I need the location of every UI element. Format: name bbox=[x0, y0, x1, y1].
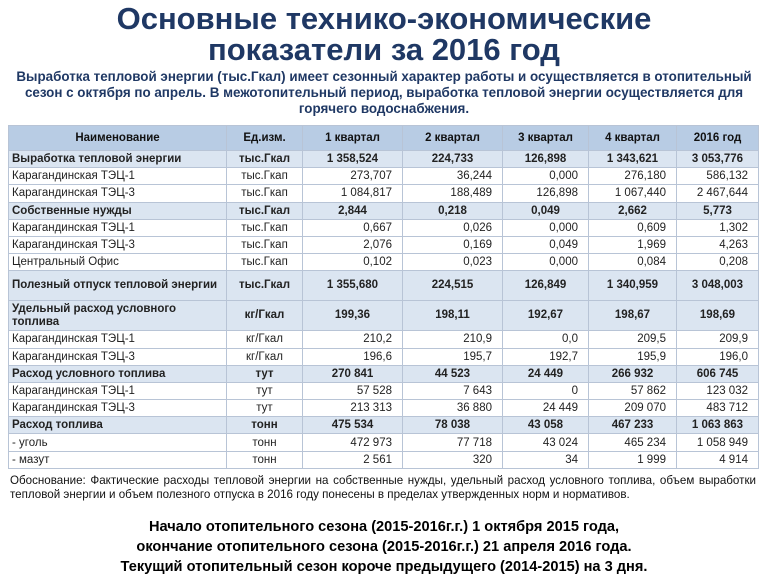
cell-q3: 0,049 bbox=[503, 236, 589, 253]
table-row bbox=[9, 271, 759, 301]
cell-name: Расход топлива bbox=[9, 417, 227, 434]
cell-year: 1,302 bbox=[677, 219, 759, 236]
cell-q3: 126,898 bbox=[503, 151, 589, 168]
cell-unit: тут bbox=[227, 365, 303, 382]
cell-q4: 0,084 bbox=[589, 254, 677, 271]
cell-q4: 276,180 bbox=[589, 168, 677, 185]
header-unit: Ед.изм. bbox=[227, 126, 303, 151]
cell-name: Карагандинская ТЭЦ-1 bbox=[9, 382, 227, 399]
footer-line: окончание отопительного сезона (2015-2016г.г.) 21 апреля 2016 года. bbox=[136, 539, 632, 555]
cell-q1: 213 313 bbox=[303, 400, 403, 417]
cell-name: Расход условного топлива bbox=[9, 365, 227, 382]
table-row bbox=[9, 331, 759, 348]
cell-q3: 34 bbox=[503, 451, 589, 468]
cell-q1: 196,6 bbox=[303, 348, 403, 365]
cell-name: Карагандинская ТЭЦ-1 bbox=[9, 168, 227, 185]
table-row bbox=[9, 236, 759, 253]
page-title-line1: Основные технико-экономические bbox=[116, 1, 652, 36]
justification-note: Обоснование: Фактические расходы тепловой энергии на собственные нужды, удельный расход условного топлива, объем выработки тепловой энергии и объем полезного отпуска в 2016 году понесены в пределах утвержденных норм и нормативов. bbox=[10, 474, 756, 501]
cell-q1: 2 561 bbox=[303, 451, 403, 468]
cell-year: 196,0 bbox=[677, 348, 759, 365]
cell-q3: 0,000 bbox=[503, 168, 589, 185]
footer-line: Текущий отопительный сезон короче предыдущего (2014-2015) на 3 дня. bbox=[120, 559, 648, 575]
cell-unit: тыс.Гкап bbox=[227, 254, 303, 271]
cell-name: - мазут bbox=[9, 451, 227, 468]
table-row bbox=[9, 301, 759, 331]
cell-unit: тонн bbox=[227, 434, 303, 451]
cell-unit: тыс.Гкап bbox=[227, 236, 303, 253]
cell-unit: тыс.Гкал bbox=[227, 151, 303, 168]
cell-q1: 273,707 bbox=[303, 168, 403, 185]
cell-q2: 0,218 bbox=[403, 202, 503, 219]
cell-q1: 1 355,680 bbox=[303, 271, 403, 301]
cell-q4: 195,9 bbox=[589, 348, 677, 365]
table-row bbox=[9, 254, 759, 271]
heating-season-summary bbox=[0, 517, 768, 577]
cell-q2: 36 880 bbox=[403, 400, 503, 417]
cell-q1: 1 084,817 bbox=[303, 185, 403, 202]
cell-name: Карагандинская ТЭЦ-3 bbox=[9, 348, 227, 365]
table-row bbox=[9, 151, 759, 168]
cell-unit: тыс.Гкап bbox=[227, 219, 303, 236]
cell-unit: тут bbox=[227, 400, 303, 417]
cell-unit: тут bbox=[227, 382, 303, 399]
cell-q3: 126,898 bbox=[503, 185, 589, 202]
cell-year: 4 914 bbox=[677, 451, 759, 468]
cell-q3: 0,049 bbox=[503, 202, 589, 219]
cell-year: 483 712 bbox=[677, 400, 759, 417]
cell-year: 0,208 bbox=[677, 254, 759, 271]
cell-name: Карагандинская ТЭЦ-1 bbox=[9, 331, 227, 348]
header-year: 2016 год bbox=[677, 126, 759, 151]
cell-unit: тонн bbox=[227, 417, 303, 434]
cell-q4: 266 932 bbox=[589, 365, 677, 382]
table-row bbox=[9, 202, 759, 219]
cell-q2: 36,244 bbox=[403, 168, 503, 185]
cell-name: - уголь bbox=[9, 434, 227, 451]
cell-unit: тыс.Гкал bbox=[227, 202, 303, 219]
cell-name: Полезный отпуск тепловой энергии bbox=[9, 271, 227, 301]
header-name: Наименование bbox=[9, 126, 227, 151]
cell-q4: 465 234 bbox=[589, 434, 677, 451]
cell-year: 3 048,003 bbox=[677, 271, 759, 301]
cell-year: 586,132 bbox=[677, 168, 759, 185]
cell-q4: 1,969 bbox=[589, 236, 677, 253]
cell-q2: 198,11 bbox=[403, 301, 503, 331]
table-row bbox=[9, 417, 759, 434]
cell-q4: 57 862 bbox=[589, 382, 677, 399]
table-row bbox=[9, 382, 759, 399]
cell-name: Карагандинская ТЭЦ-1 bbox=[9, 219, 227, 236]
cell-q2: 0,169 bbox=[403, 236, 503, 253]
cell-q1: 270 841 bbox=[303, 365, 403, 382]
indicators-table bbox=[8, 125, 759, 469]
cell-q3: 24 449 bbox=[503, 365, 589, 382]
cell-q4: 2,662 bbox=[589, 202, 677, 219]
cell-name: Карагандинская ТЭЦ-3 bbox=[9, 400, 227, 417]
cell-unit: тыс.Гкап bbox=[227, 168, 303, 185]
cell-name: Центральный Офис bbox=[9, 254, 227, 271]
header-q4: 4 квартал bbox=[589, 126, 677, 151]
cell-q3: 24 449 bbox=[503, 400, 589, 417]
cell-year: 2 467,644 bbox=[677, 185, 759, 202]
cell-q4: 209,5 bbox=[589, 331, 677, 348]
cell-q2: 224,733 bbox=[403, 151, 503, 168]
cell-q4: 1 340,959 bbox=[589, 271, 677, 301]
cell-q4: 0,609 bbox=[589, 219, 677, 236]
footer-line: Начало отопительного сезона (2015-2016г.г.) 1 октября 2015 года, bbox=[148, 519, 620, 535]
cell-q2: 0,023 bbox=[403, 254, 503, 271]
cell-name: Карагандинская ТЭЦ-3 bbox=[9, 236, 227, 253]
cell-q1: 475 534 bbox=[303, 417, 403, 434]
cell-q4: 198,67 bbox=[589, 301, 677, 331]
table-row bbox=[9, 185, 759, 202]
cell-q1: 210,2 bbox=[303, 331, 403, 348]
cell-q3: 0 bbox=[503, 382, 589, 399]
cell-q2: 0,026 bbox=[403, 219, 503, 236]
cell-q2: 210,9 bbox=[403, 331, 503, 348]
cell-q2: 44 523 bbox=[403, 365, 503, 382]
table-row bbox=[9, 451, 759, 468]
cell-q1: 2,076 bbox=[303, 236, 403, 253]
cell-name: Удельный расход условного топлива bbox=[9, 301, 227, 331]
cell-q4: 1 999 bbox=[589, 451, 677, 468]
cell-q1: 199,36 bbox=[303, 301, 403, 331]
cell-unit: тонн bbox=[227, 451, 303, 468]
cell-year: 209,9 bbox=[677, 331, 759, 348]
cell-q3: 192,7 bbox=[503, 348, 589, 365]
cell-q4: 209 070 bbox=[589, 400, 677, 417]
cell-unit: кг/Гкал bbox=[227, 301, 303, 331]
header-q1: 1 квартал bbox=[303, 126, 403, 151]
cell-unit: тыс.Гкал bbox=[227, 271, 303, 301]
table-row bbox=[9, 219, 759, 236]
cell-q4: 1 067,440 bbox=[589, 185, 677, 202]
cell-name: Выработка тепловой энергии bbox=[9, 151, 227, 168]
cell-year: 1 063 863 bbox=[677, 417, 759, 434]
cell-unit: кг/Гкал bbox=[227, 331, 303, 348]
cell-q4: 467 233 bbox=[589, 417, 677, 434]
header-q3: 3 квартал bbox=[503, 126, 589, 151]
cell-q3: 0,000 bbox=[503, 254, 589, 271]
cell-unit: кг/Гкал bbox=[227, 348, 303, 365]
cell-year: 3 053,776 bbox=[677, 151, 759, 168]
cell-q2: 320 bbox=[403, 451, 503, 468]
cell-q3: 0,000 bbox=[503, 219, 589, 236]
cell-q3: 43 058 bbox=[503, 417, 589, 434]
cell-q2: 195,7 bbox=[403, 348, 503, 365]
cell-q1: 57 528 bbox=[303, 382, 403, 399]
table-row bbox=[9, 434, 759, 451]
cell-q2: 7 643 bbox=[403, 382, 503, 399]
cell-year: 4,263 bbox=[677, 236, 759, 253]
table-header-row bbox=[9, 126, 759, 151]
cell-q1: 0,667 bbox=[303, 219, 403, 236]
cell-q2: 78 038 bbox=[403, 417, 503, 434]
cell-q3: 0,0 bbox=[503, 331, 589, 348]
cell-year: 198,69 bbox=[677, 301, 759, 331]
cell-year: 1 058 949 bbox=[677, 434, 759, 451]
cell-q2: 77 718 bbox=[403, 434, 503, 451]
cell-q3: 192,67 bbox=[503, 301, 589, 331]
cell-q2: 188,489 bbox=[403, 185, 503, 202]
table-row bbox=[9, 365, 759, 382]
cell-q3: 43 024 bbox=[503, 434, 589, 451]
cell-q3: 126,849 bbox=[503, 271, 589, 301]
page-title-line2: показатели за 2016 год bbox=[208, 32, 560, 67]
cell-q1: 2,844 bbox=[303, 202, 403, 219]
cell-name: Карагандинская ТЭЦ-3 bbox=[9, 185, 227, 202]
cell-q2: 224,515 bbox=[403, 271, 503, 301]
table-row bbox=[9, 400, 759, 417]
cell-q4: 1 343,621 bbox=[589, 151, 677, 168]
table-row bbox=[9, 168, 759, 185]
cell-unit: тыс.Гкап bbox=[227, 185, 303, 202]
cell-q1: 472 973 bbox=[303, 434, 403, 451]
cell-year: 123 032 bbox=[677, 382, 759, 399]
cell-year: 5,773 bbox=[677, 202, 759, 219]
cell-year: 606 745 bbox=[677, 365, 759, 382]
table-row bbox=[9, 348, 759, 365]
intro-text: Выработка тепловой энергии (тыс.Гкал) имеет сезонный характер работы и осуществляется в отопительный сезон с октября по апрель. В межотопительный период, выработка тепловой энергии осуществляется для горячего водоснабжения. bbox=[16, 69, 752, 116]
cell-q1: 0,102 bbox=[303, 254, 403, 271]
header-q2: 2 квартал bbox=[403, 126, 503, 151]
cell-q1: 1 358,524 bbox=[303, 151, 403, 168]
cell-name: Собственные нужды bbox=[9, 202, 227, 219]
